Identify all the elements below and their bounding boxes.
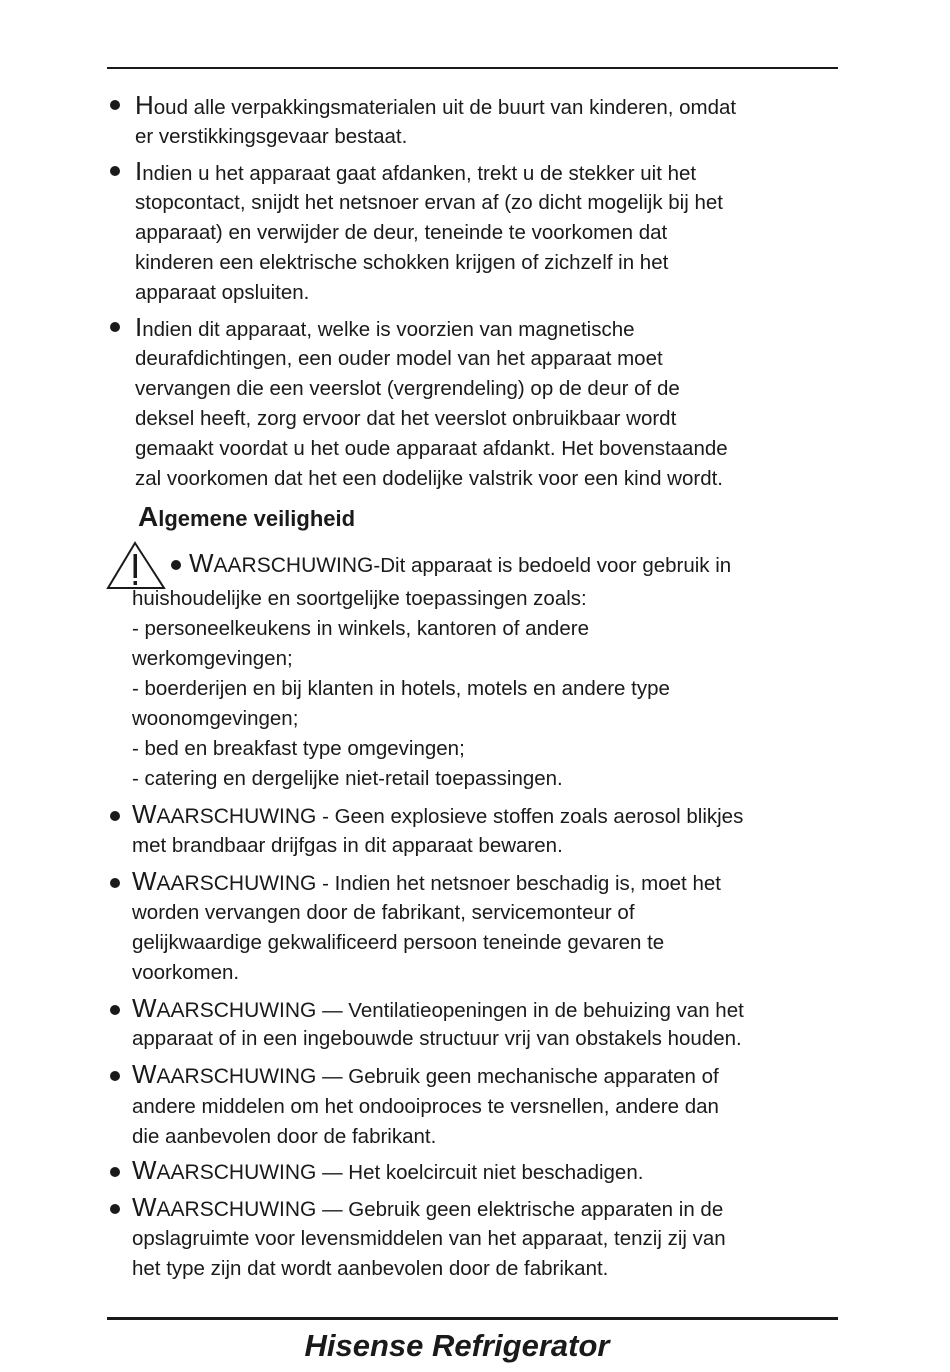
warning-line: WAARSCHUWING - Geen explosieve stoffen zoals aerosol blikjes <box>132 799 744 829</box>
bullet-dot <box>110 100 120 110</box>
bullet-dot <box>110 166 120 176</box>
bullet-dot <box>110 1167 120 1177</box>
warning-line: - catering en dergelijke niet-retail toepassingen. <box>132 767 563 790</box>
bullet-line: Indien u het apparaat gaat afdanken, trekt u de stekker uit het <box>135 156 697 186</box>
warning-line: - personeelkeukens in winkels, kantoren of andere <box>132 617 589 640</box>
warning-line: WAARSCHUWING — Gebruik geen mechanische apparaten of <box>132 1059 719 1089</box>
section-heading: Algemene veiligheid <box>138 501 356 532</box>
bullet-line: kinderen een elektrische schokken krijgen of zichzelf in het <box>135 251 669 274</box>
bullet-line: apparaat opsluiten. <box>135 281 310 304</box>
warning-line: het type zijn dat wordt aanbevolen door de fabrikant. <box>132 1257 609 1280</box>
bullet-dot <box>110 322 120 332</box>
bullet-dot <box>110 1071 120 1081</box>
warning-line: WAARSCHUWING — Ventilatieopeningen in de behuizing van het <box>132 993 744 1023</box>
bullet-line: zal voorkomen dat het een dodelijke valstrik voor een kind wordt. <box>135 467 723 490</box>
warning-line: WAARSCHUWING — Het koelcircuit niet beschadigen. <box>132 1155 644 1185</box>
bullet-line: apparaat) en verwijder de deur, teneinde te voorkomen dat <box>135 221 668 244</box>
bullet-line: stopcontact, snijdt het netsnoer ervan af (zo dicht mogelijk bij het <box>135 191 723 214</box>
bottom-divider <box>107 1317 838 1320</box>
bullet-dot <box>110 1005 120 1015</box>
bullet-line: Houd alle verpakkingsmaterialen uit de buurt van kinderen, omdat <box>135 90 737 120</box>
top-divider <box>107 67 838 69</box>
bullet-line: gemaakt voordat u het oude apparaat afdankt. Het bovenstaande <box>135 437 728 460</box>
bullet-dot <box>110 878 120 888</box>
bullet-dot <box>110 1204 120 1214</box>
warning-line: apparaat of in een ingebouwde structuur vrij van obstakels houden. <box>132 1027 742 1050</box>
bullet-line: Indien dit apparaat, welke is voorzien van magnetische <box>135 312 635 342</box>
warning-line: andere middelen om het ondooiproces te versnellen, andere dan <box>132 1095 719 1118</box>
warning-line: werkomgevingen; <box>132 647 293 670</box>
warning-line: huishoudelijke en soortgelijke toepassingen zoals: <box>132 587 587 610</box>
warning-line: woonomgevingen; <box>132 707 299 730</box>
warning-line: met brandbaar drijfgas in dit apparaat bewaren. <box>132 834 563 857</box>
warning-line: WAARSCHUWING - Indien het netsnoer beschadig is, moet het <box>132 866 721 896</box>
bullet-line: er verstikkingsgevaar bestaat. <box>135 125 408 148</box>
warning-line: gelijkwaardige gekwalificeerd persoon teneinde gevaren te <box>132 931 665 954</box>
warning-line: worden vervangen door de fabrikant, servicemonteur of <box>132 901 635 924</box>
warning-line: WAARSCHUWING-Dit apparaat is bedoeld voor gebruik in <box>189 548 732 578</box>
bullet-line: vervangen die een veerslot (vergrendeling) op de deur of de <box>135 377 680 400</box>
bullet-dot <box>171 560 181 570</box>
warning-line: - boerderijen en bij klanten in hotels, motels en andere type <box>132 677 670 700</box>
warning-line: opslagruimte voor levensmiddelen van het apparaat, tenzij zij van <box>132 1227 726 1250</box>
warning-line: die aanbevolen door de fabrikant. <box>132 1125 437 1148</box>
footer-brand: Hisense Refrigerator <box>304 1328 610 1363</box>
bullet-dot <box>110 811 120 821</box>
warning-line: WAARSCHUWING — Gebruik geen elektrische apparaten in de <box>132 1192 724 1222</box>
warning-line: voorkomen. <box>132 961 240 984</box>
warning-line: - bed en breakfast type omgevingen; <box>132 737 465 760</box>
bullet-line: deksel heeft, zorg ervoor dat het veerslot onbruikbaar wordt <box>135 407 677 430</box>
bullet-line: deurafdichtingen, een ouder model van het apparaat moet <box>135 347 663 370</box>
